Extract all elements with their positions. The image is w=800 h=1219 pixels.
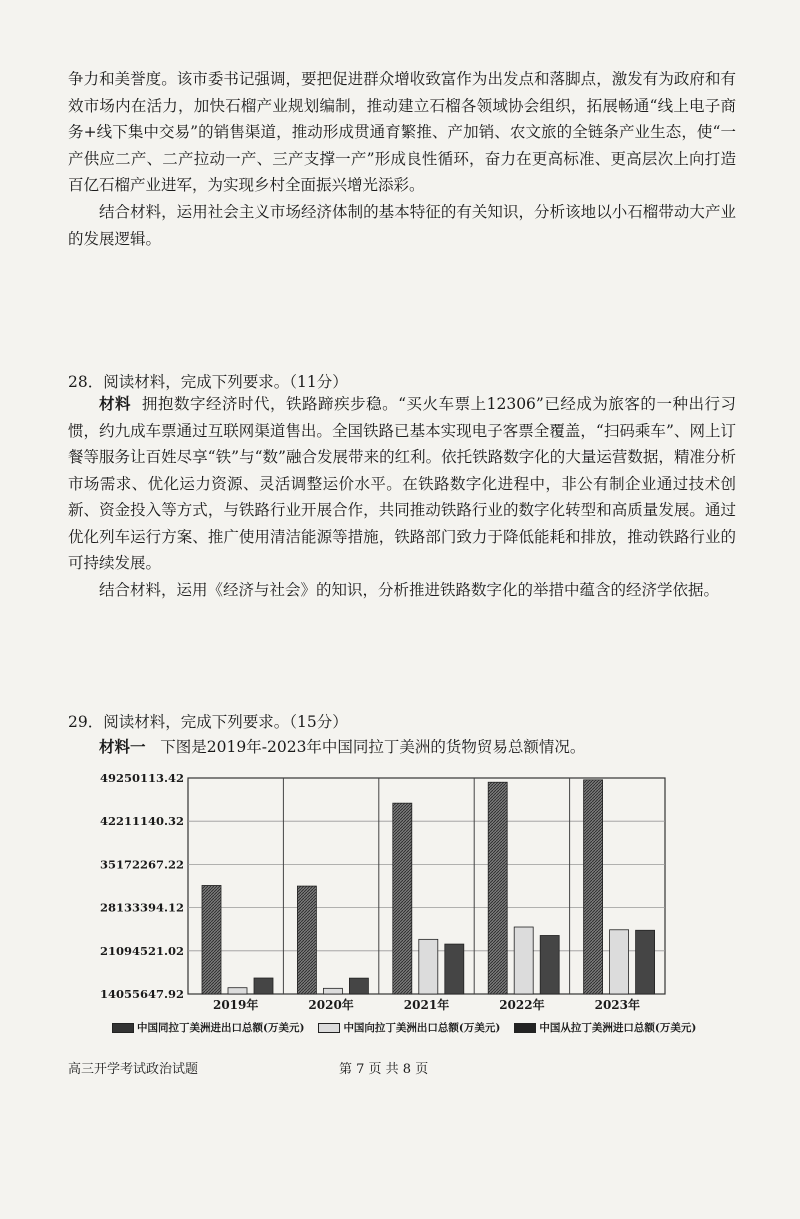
legend-item-export	[318, 1020, 500, 1035]
bar-import	[636, 930, 655, 994]
bar-total	[393, 803, 412, 994]
chart-legend	[112, 1020, 752, 1035]
legend-label-export: 中国向拉丁美洲出口总额(万美元)	[343, 1022, 501, 1034]
legend-item-import	[514, 1020, 696, 1035]
y-tick-label: 14055647.92	[100, 987, 184, 1001]
q29-material-label: 材料一	[99, 737, 146, 756]
legend-label-import: 中国从拉丁美洲进口总额(万美元)	[539, 1022, 697, 1034]
q28-material-label: 材料	[99, 394, 132, 413]
q28-material	[68, 391, 736, 577]
x-category-label: 2020年	[308, 998, 354, 1012]
footer-page-number: 第 7 页 共 8 页	[339, 1062, 429, 1077]
q29-material	[68, 735, 736, 759]
y-tick-label: 49250113.42	[100, 771, 184, 785]
legend-label-total: 中国同拉丁美洲进出口总额(万美元)	[137, 1022, 305, 1034]
bar-total	[488, 782, 507, 994]
y-tick-label: 28133394.12	[100, 900, 184, 915]
q28-question: 结合材料，运用《经济与社会》的知识，分析推进铁路数字化的举措中蕴含的经济学依据。	[99, 581, 720, 599]
bar-export	[228, 988, 247, 994]
footer-title: 高三开学考试政治试题	[68, 1062, 199, 1077]
trade-chart	[100, 766, 700, 1036]
chart-bars	[202, 780, 655, 994]
y-tick-label: 42211140.32	[100, 814, 184, 829]
legend-swatch-total	[112, 1023, 134, 1033]
bar-export	[419, 939, 438, 994]
q29-material-text: 下图是2019年-2023年中国同拉丁美洲的货物贸易总额情况。	[160, 738, 586, 756]
bar-import	[445, 944, 464, 994]
chart-y-ticks	[100, 771, 184, 1001]
bar-export	[610, 930, 629, 994]
y-tick-label: 21094521.02	[100, 943, 184, 958]
x-category-label: 2021年	[403, 998, 450, 1012]
q27-material-tail: 争力和美誉度。该市委书记强调，要把促进群众增收致富作为出发点和落脚点，激发有为政府和有效市场内在活力，加快石榴产业规划编制，推动建立石榴各领域协会组织，拓展畅通“线上电子商务+线下集中交易”的销售渠道，推动形成贯通育繁推、产加销、农文旅的全链条产业生态，使“一产供应二产、二产拉动一产、三产支撑一产”形成良性循环，奋力在更高标准、更高层次上向打造百亿石榴产业进军，为实现乡村全面振兴增光添彩。	[68, 70, 736, 194]
bar-export	[323, 988, 342, 994]
trade-chart-svg	[100, 766, 700, 1014]
chart-x-labels	[213, 997, 640, 1012]
x-category-label: 2019年	[212, 998, 259, 1012]
bar-total	[297, 886, 316, 994]
q29-heading: 29．阅读材料，完成下列要求。（15分）	[68, 713, 348, 731]
x-category-label: 2023年	[594, 998, 641, 1012]
q27-question: 结合材料，运用社会主义市场经济体制的基本特征的有关知识，分析该地以小石榴带动大产业的发展逻辑。	[68, 203, 736, 248]
bar-import	[349, 978, 368, 994]
bar-total	[202, 885, 221, 994]
y-tick-label: 35172267.22	[100, 857, 184, 872]
legend-swatch-export	[318, 1023, 340, 1033]
legend-swatch-import	[514, 1023, 536, 1033]
x-category-label: 2022年	[499, 998, 545, 1012]
bar-total	[584, 780, 603, 994]
q28-heading: 28．阅读材料，完成下列要求。（11分）	[68, 373, 348, 391]
legend-item-total	[112, 1020, 304, 1035]
bar-import	[254, 978, 273, 994]
bar-export	[514, 927, 533, 994]
bar-import	[540, 935, 559, 994]
q28-material-text: 拥抱数字经济时代，铁路蹄疾步稳。“买火车票上12306”已经成为旅客的一种出行习惯，约九成车票通过互联网渠道售出。全国铁路已基本实现电子客票全覆盖，“扫码乘车”、网上订餐等服务让百姓尽享“铁”与“数”融合发展带来的红利。依托铁路数字化的大量运营数据，精准分析市场需求、优化运力资源、灵活调整运价水平。在铁路数字化进程中，非公有制企业通过技术创新、资金投入等方式，与铁路行业开展合作，共同推动铁路行业的数字化转型和高质量发展。通过优化列车运行方案、推广使用清洁能源等措施，铁路部门致力于降低能耗和排放，推动铁路行业的可持续发展。	[68, 395, 736, 572]
